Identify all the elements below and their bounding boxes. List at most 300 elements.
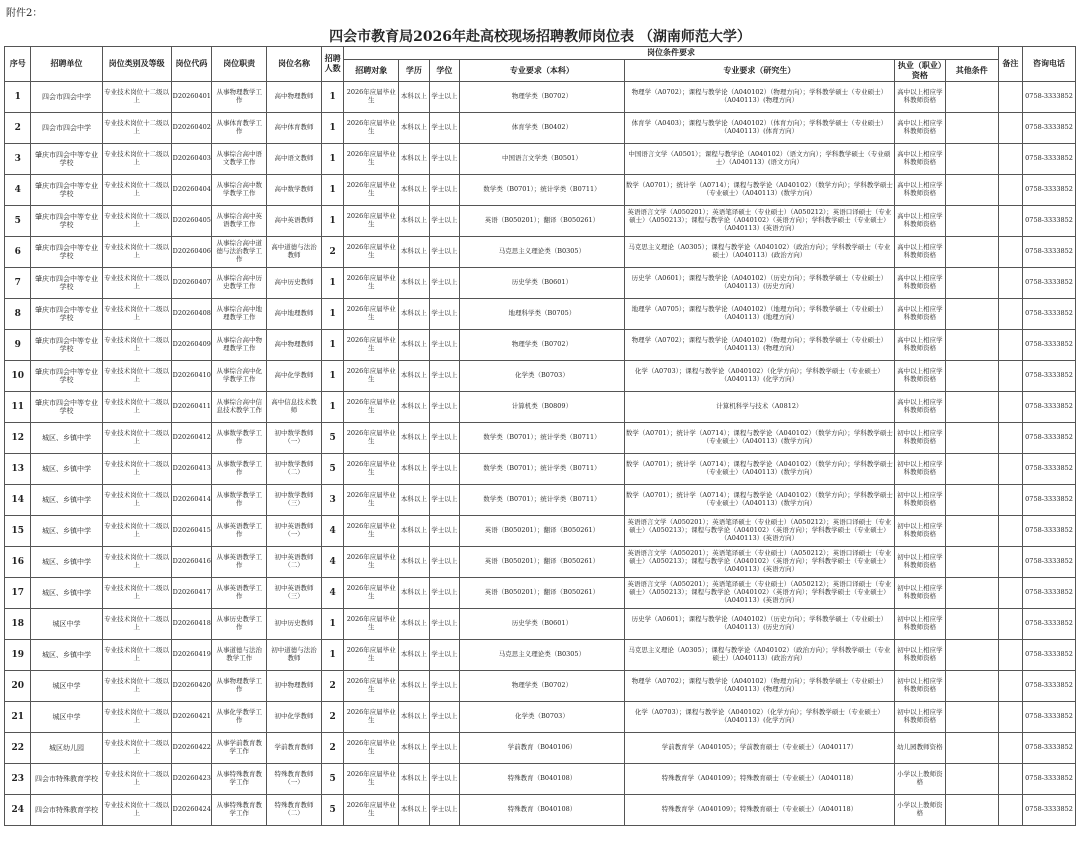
cell-duty: 从事综合高中信息技术教学工作 [212,392,267,423]
row-number: 5 [5,206,31,237]
table-row [5,237,1076,268]
cell-category: 专业技术岗位十二级以上 [102,485,171,516]
row-number: 11 [5,392,31,423]
cell-other [945,113,998,144]
cell-education: 本科以上 [399,423,429,454]
cell-license: 初中以上相应学科教师资格 [895,578,946,609]
cell-position-name: 高中道德与法治教师 [267,237,322,268]
cell-note [998,144,1022,175]
cell-code: D20260410 [171,361,212,392]
table-row [5,764,1076,795]
cell-count: 1 [321,640,343,671]
cell-count: 1 [321,299,343,330]
row-number: 16 [5,547,31,578]
table-row [5,547,1076,578]
cell-count: 2 [321,702,343,733]
table-row [5,733,1076,764]
cell-note [998,609,1022,640]
cell-phone: 0758-3333852 [1023,144,1076,175]
cell-unit: 四会市特殊教育学校 [31,795,102,826]
cell-code: D20260418 [171,609,212,640]
cell-category: 专业技术岗位十二级以上 [102,392,171,423]
cell-degree: 学士以上 [429,733,459,764]
row-number: 10 [5,361,31,392]
cell-position-name: 高中体育教师 [267,113,322,144]
cell-major-grad: 体育学（A0403）；课程与教学论（A040102）（体育方向）；学科教学硕士（专业硕士）（A040113）(体育方向） [624,113,894,144]
header-category: 岗位类别及等级 [102,47,171,82]
table-row [5,113,1076,144]
cell-phone: 0758-3333852 [1023,268,1076,299]
cell-license: 高中以上相应学科教师资格 [895,392,946,423]
cell-other [945,299,998,330]
cell-license: 幼儿园教师资格 [895,733,946,764]
cell-category: 专业技术岗位十二级以上 [102,330,171,361]
cell-major-undergrad: 地理科学类（B0705） [460,299,625,330]
cell-education: 本科以上 [399,547,429,578]
cell-major-undergrad: 物理学类（B0702） [460,82,625,113]
cell-position-name: 初中英语教师（二） [267,547,322,578]
cell-degree: 学士以上 [429,547,459,578]
cell-education: 本科以上 [399,485,429,516]
cell-note [998,237,1022,268]
cell-count: 1 [321,361,343,392]
cell-phone: 0758-3333852 [1023,516,1076,547]
cell-category: 专业技术岗位十二级以上 [102,516,171,547]
row-number: 12 [5,423,31,454]
cell-unit: 肇庆市四会中等专业学校 [31,330,102,361]
cell-phone: 0758-3333852 [1023,485,1076,516]
cell-major-undergrad: 英语（B050201）；翻译（B050261） [460,516,625,547]
cell-other [945,485,998,516]
cell-license: 高中以上相应学科教师资格 [895,175,946,206]
cell-unit: 肇庆市四会中等专业学校 [31,237,102,268]
cell-phone: 0758-3333852 [1023,113,1076,144]
cell-phone: 0758-3333852 [1023,82,1076,113]
cell-target: 2026年应届毕业生 [344,237,399,268]
cell-education: 本科以上 [399,454,429,485]
cell-major-undergrad: 物理学类（B0702） [460,330,625,361]
cell-duty: 从事综合高中地理教学工作 [212,299,267,330]
cell-major-grad: 英语语言文学（A050201）；英语笔译硕士（专业硕士）（A050212）；英语口译硕士（专业硕士）（A050213）；课程与教学论（A040102）（英语方向）；学科教学硕士（专业硕士）（A040113）(英语方向） [624,516,894,547]
cell-phone: 0758-3333852 [1023,671,1076,702]
cell-degree: 学士以上 [429,795,459,826]
table-row [5,330,1076,361]
cell-category: 专业技术岗位十二级以上 [102,764,171,795]
cell-other [945,733,998,764]
cell-license: 高中以上相应学科教师资格 [895,82,946,113]
cell-unit: 城区、乡镇中学 [31,547,102,578]
cell-count: 1 [321,82,343,113]
cell-other [945,361,998,392]
cell-duty: 从事综合高中英语教学工作 [212,206,267,237]
cell-education: 本科以上 [399,609,429,640]
cell-license: 高中以上相应学科教师资格 [895,299,946,330]
cell-major-undergrad: 化学类（B0703） [460,361,625,392]
cell-degree: 学士以上 [429,113,459,144]
cell-major-grad: 特殊教育学（A040109）；特殊教育硕士（专业硕士）（A040118） [624,764,894,795]
cell-major-undergrad: 英语（B050201）；翻译（B050261） [460,206,625,237]
cell-category: 专业技术岗位十二级以上 [102,237,171,268]
cell-category: 专业技术岗位十二级以上 [102,361,171,392]
cell-other [945,330,998,361]
cell-education: 本科以上 [399,330,429,361]
cell-code: D20260406 [171,237,212,268]
cell-education: 本科以上 [399,82,429,113]
cell-target: 2026年应届毕业生 [344,361,399,392]
page-title: 四会市教育局2026年赴高校现场招聘教师岗位表 （湖南师范大学） [329,29,751,45]
cell-phone: 0758-3333852 [1023,764,1076,795]
cell-category: 专业技术岗位十二级以上 [102,423,171,454]
cell-education: 本科以上 [399,361,429,392]
cell-position-name: 高中数学教师 [267,175,322,206]
cell-other [945,144,998,175]
cell-count: 2 [321,671,343,702]
cell-phone: 0758-3333852 [1023,795,1076,826]
cell-category: 专业技术岗位十二级以上 [102,640,171,671]
cell-phone: 0758-3333852 [1023,702,1076,733]
cell-duty: 从事数学教学工作 [212,423,267,454]
cell-code: D20260416 [171,547,212,578]
cell-major-undergrad: 数学类（B0701）；统计学类（B0711） [460,485,625,516]
row-number: 20 [5,671,31,702]
header-phone: 咨询电话 [1023,47,1076,82]
cell-other [945,702,998,733]
cell-other [945,206,998,237]
cell-major-grad: 中国语言文学（A0501）；课程与教学论（A040102）（语文方向）；学科教学硕士（专业硕士）（A040113）(语文方向） [624,144,894,175]
header-major-ug: 专业要求（本科） [460,60,625,82]
cell-duty: 从事综合高中化学教学工作 [212,361,267,392]
cell-other [945,268,998,299]
cell-degree: 学士以上 [429,764,459,795]
cell-position-name: 初中物理教师 [267,671,322,702]
cell-phone: 0758-3333852 [1023,237,1076,268]
row-number: 19 [5,640,31,671]
cell-degree: 学士以上 [429,392,459,423]
table-row [5,392,1076,423]
row-number: 7 [5,268,31,299]
cell-major-grad: 学前教育学（A040105）；学前教育硕士（专业硕士）（A040117） [624,733,894,764]
cell-education: 本科以上 [399,392,429,423]
cell-note [998,795,1022,826]
cell-education: 本科以上 [399,206,429,237]
cell-target: 2026年应届毕业生 [344,609,399,640]
cell-major-undergrad: 数学类（B0701）；统计学类（B0711） [460,175,625,206]
cell-unit: 肇庆市四会中等专业学校 [31,144,102,175]
cell-degree: 学士以上 [429,609,459,640]
cell-target: 2026年应届毕业生 [344,175,399,206]
row-number: 2 [5,113,31,144]
cell-unit: 城区、乡镇中学 [31,578,102,609]
cell-major-grad: 英语语言文学（A050201）；英语笔译硕士（专业硕士）（A050212）；英语口译硕士（专业硕士）（A050213）；课程与教学论（A040102）（英语方向）；学科教学硕士（专业硕士）（A040113）(英语方向） [624,206,894,237]
header-count: 招聘人数 [321,47,343,82]
cell-license: 高中以上相应学科教师资格 [895,268,946,299]
cell-duty: 从事综合高中数学教学工作 [212,175,267,206]
cell-code: D20260408 [171,299,212,330]
cell-duty: 从事历史教学工作 [212,609,267,640]
cell-education: 本科以上 [399,733,429,764]
cell-other [945,671,998,702]
cell-major-undergrad: 数学类（B0701）；统计学类（B0711） [460,423,625,454]
cell-note [998,175,1022,206]
cell-major-grad: 数学（A0701）；统计学（A0714）；课程与教学论（A040102）（数学方向）；学科教学硕士（专业硕士）（A040113）(数学方向） [624,485,894,516]
cell-degree: 学士以上 [429,82,459,113]
cell-position-name: 高中信息技术教师 [267,392,322,423]
cell-note [998,392,1022,423]
cell-count: 5 [321,764,343,795]
cell-note [998,516,1022,547]
cell-other [945,423,998,454]
cell-unit: 城区幼儿园 [31,733,102,764]
table-row [5,268,1076,299]
cell-degree: 学士以上 [429,671,459,702]
cell-code: D20260421 [171,702,212,733]
cell-duty: 从事化学教学工作 [212,702,267,733]
cell-degree: 学士以上 [429,578,459,609]
cell-position-name: 高中地理教师 [267,299,322,330]
cell-code: D20260417 [171,578,212,609]
cell-education: 本科以上 [399,268,429,299]
cell-license: 初中以上相应学科教师资格 [895,485,946,516]
cell-note [998,330,1022,361]
cell-other [945,392,998,423]
cell-target: 2026年应届毕业生 [344,113,399,144]
cell-code: D20260415 [171,516,212,547]
cell-other [945,516,998,547]
cell-phone: 0758-3333852 [1023,423,1076,454]
cell-duty: 从事综合高中历史教学工作 [212,268,267,299]
cell-education: 本科以上 [399,671,429,702]
cell-note [998,485,1022,516]
cell-major-undergrad: 英语（B050201）；翻译（B050261） [460,578,625,609]
cell-position-name: 特殊教育教师（二） [267,795,322,826]
cell-code: D20260409 [171,330,212,361]
cell-major-undergrad: 物理学类（B0702） [460,671,625,702]
cell-education: 本科以上 [399,175,429,206]
cell-license: 初中以上相应学科教师资格 [895,609,946,640]
cell-target: 2026年应届毕业生 [344,392,399,423]
cell-target: 2026年应届毕业生 [344,206,399,237]
cell-major-grad: 马克思主义理论（A0305）；课程与教学论（A040102）（政治方向）；学科教学硕士（专业硕士）（A040113）(政治方向） [624,237,894,268]
cell-target: 2026年应届毕业生 [344,578,399,609]
cell-phone: 0758-3333852 [1023,330,1076,361]
cell-major-undergrad: 学前教育（B040106） [460,733,625,764]
table-row [5,423,1076,454]
header-note: 备注 [998,47,1022,82]
cell-major-undergrad: 马克思主义理论类（B0305） [460,640,625,671]
cell-unit: 城区、乡镇中学 [31,485,102,516]
cell-category: 专业技术岗位十二级以上 [102,299,171,330]
cell-unit: 城区、乡镇中学 [31,423,102,454]
cell-education: 本科以上 [399,702,429,733]
cell-category: 专业技术岗位十二级以上 [102,795,171,826]
header-license: 执业（职业）资格 [895,60,946,82]
row-number: 13 [5,454,31,485]
table-row [5,795,1076,826]
cell-other [945,237,998,268]
cell-note [998,113,1022,144]
cell-target: 2026年应届毕业生 [344,423,399,454]
cell-position-name: 初中道德与法治教师 [267,640,322,671]
cell-target: 2026年应届毕业生 [344,82,399,113]
cell-count: 1 [321,392,343,423]
cell-duty: 从事物理教学工作 [212,671,267,702]
cell-license: 初中以上相应学科教师资格 [895,547,946,578]
header-duty: 岗位职责 [212,47,267,82]
table-row [5,454,1076,485]
cell-duty: 从事特殊教育教学工作 [212,764,267,795]
attachment-label: 附件2： [6,8,43,19]
cell-education: 本科以上 [399,237,429,268]
row-number: 9 [5,330,31,361]
cell-category: 专业技术岗位十二级以上 [102,609,171,640]
cell-degree: 学士以上 [429,361,459,392]
table-row [5,82,1076,113]
cell-other [945,578,998,609]
cell-category: 专业技术岗位十二级以上 [102,578,171,609]
cell-count: 2 [321,237,343,268]
table-row [5,702,1076,733]
cell-major-undergrad: 历史学类（B0601） [460,268,625,299]
row-number: 15 [5,516,31,547]
cell-phone: 0758-3333852 [1023,733,1076,764]
cell-note [998,578,1022,609]
cell-position-name: 高中英语教师 [267,206,322,237]
cell-other [945,609,998,640]
header-major-grad: 专业要求（研究生） [624,60,894,82]
cell-major-undergrad: 马克思主义理论类（B0305） [460,237,625,268]
cell-position-name: 初中数学教师（二） [267,454,322,485]
cell-category: 专业技术岗位十二级以上 [102,547,171,578]
table-row [5,671,1076,702]
cell-license: 小学以上教师资格 [895,764,946,795]
table-row [5,361,1076,392]
recruitment-table [4,46,1076,826]
header-no: 序号 [5,47,31,82]
cell-degree: 学士以上 [429,268,459,299]
cell-category: 专业技术岗位十二级以上 [102,113,171,144]
cell-note [998,702,1022,733]
cell-degree: 学士以上 [429,144,459,175]
cell-degree: 学士以上 [429,485,459,516]
cell-target: 2026年应届毕业生 [344,144,399,175]
cell-target: 2026年应届毕业生 [344,671,399,702]
row-number: 6 [5,237,31,268]
cell-major-grad: 特殊教育学（A040109）；特殊教育硕士（专业硕士）（A040118） [624,795,894,826]
header-degree: 学位 [429,60,459,82]
cell-license: 高中以上相应学科教师资格 [895,237,946,268]
cell-degree: 学士以上 [429,702,459,733]
cell-major-grad: 地理学（A0705）；课程与教学论（A040102）（地理方向）；学科教学硕士（专业硕士）（A040113）(地理方向） [624,299,894,330]
cell-major-grad: 数学（A0701）；统计学（A0714）；课程与教学论（A040102）（数学方向）；学科教学硕士（专业硕士）（A040113）(数学方向） [624,454,894,485]
cell-degree: 学士以上 [429,516,459,547]
cell-position-name: 特殊教育教师（一） [267,764,322,795]
cell-position-name: 初中英语教师（三） [267,578,322,609]
cell-count: 1 [321,268,343,299]
cell-count: 4 [321,547,343,578]
cell-unit: 城区、乡镇中学 [31,454,102,485]
cell-count: 5 [321,454,343,485]
cell-category: 专业技术岗位十二级以上 [102,144,171,175]
cell-unit: 肇庆市四会中等专业学校 [31,392,102,423]
cell-duty: 从事特殊教育教学工作 [212,795,267,826]
cell-unit: 城区中学 [31,671,102,702]
cell-count: 1 [321,206,343,237]
cell-unit: 肇庆市四会中等专业学校 [31,175,102,206]
cell-duty: 从事英语教学工作 [212,516,267,547]
cell-other [945,547,998,578]
cell-other [945,454,998,485]
row-number: 3 [5,144,31,175]
cell-major-grad: 历史学（A0601）；课程与教学论（A040102）（历史方向）；学科教学硕士（专业硕士）（A040113）(历史方向） [624,268,894,299]
cell-duty: 从事数学教学工作 [212,454,267,485]
cell-count: 5 [321,423,343,454]
row-number: 17 [5,578,31,609]
cell-degree: 学士以上 [429,454,459,485]
cell-duty: 从事体育教学工作 [212,113,267,144]
cell-major-grad: 物理学（A0702）；课程与教学论（A040102）（物理方向）；学科教学硕士（专业硕士）（A040113）(物理方向） [624,82,894,113]
cell-education: 本科以上 [399,516,429,547]
cell-major-undergrad: 特殊教育（B040108） [460,764,625,795]
table-body [5,82,1076,826]
cell-major-grad: 化学（A0703）；课程与教学论（A040102）（化学方向）；学科教学硕士（专业硕士）（A040113）(化学方向） [624,702,894,733]
row-number: 18 [5,609,31,640]
cell-count: 5 [321,795,343,826]
cell-degree: 学士以上 [429,206,459,237]
cell-note [998,454,1022,485]
cell-code: D20260424 [171,795,212,826]
cell-count: 1 [321,609,343,640]
cell-target: 2026年应届毕业生 [344,640,399,671]
cell-other [945,764,998,795]
cell-code: D20260403 [171,144,212,175]
header-education: 学历 [399,60,429,82]
cell-major-grad: 英语语言文学（A050201）；英语笔译硕士（专业硕士）（A050212）；英语口译硕士（专业硕士）（A050213）；课程与教学论（A040102）（英语方向）；学科教学硕士（专业硕士）（A040113）(英语方向） [624,578,894,609]
cell-category: 专业技术岗位十二级以上 [102,702,171,733]
cell-count: 1 [321,175,343,206]
cell-category: 专业技术岗位十二级以上 [102,206,171,237]
cell-unit: 肇庆市四会中等专业学校 [31,361,102,392]
cell-license: 初中以上相应学科教师资格 [895,423,946,454]
cell-position-name: 高中物理教师 [267,82,322,113]
cell-code: D20260414 [171,485,212,516]
cell-major-undergrad: 体育学类（B0402） [460,113,625,144]
cell-license: 高中以上相应学科教师资格 [895,206,946,237]
cell-target: 2026年应届毕业生 [344,485,399,516]
cell-degree: 学士以上 [429,175,459,206]
cell-degree: 学士以上 [429,330,459,361]
cell-position-name: 初中数学教师（三） [267,485,322,516]
table-row [5,578,1076,609]
cell-duty: 从事学前教育教学工作 [212,733,267,764]
cell-phone: 0758-3333852 [1023,640,1076,671]
cell-position-name: 初中数学教师（一） [267,423,322,454]
cell-duty: 从事数学教学工作 [212,485,267,516]
cell-category: 专业技术岗位十二级以上 [102,733,171,764]
cell-education: 本科以上 [399,795,429,826]
cell-duty: 从事综合高中物理教学工作 [212,330,267,361]
cell-license: 初中以上相应学科教师资格 [895,671,946,702]
table-row [5,640,1076,671]
cell-license: 高中以上相应学科教师资格 [895,144,946,175]
cell-major-undergrad: 英语（B050201）；翻译（B050261） [460,547,625,578]
cell-code: D20260422 [171,733,212,764]
cell-note [998,547,1022,578]
cell-code: D20260401 [171,82,212,113]
cell-duty: 从事综合高中道德与法治教学工作 [212,237,267,268]
cell-note [998,733,1022,764]
cell-position-name: 学前教育教师 [267,733,322,764]
cell-degree: 学士以上 [429,423,459,454]
